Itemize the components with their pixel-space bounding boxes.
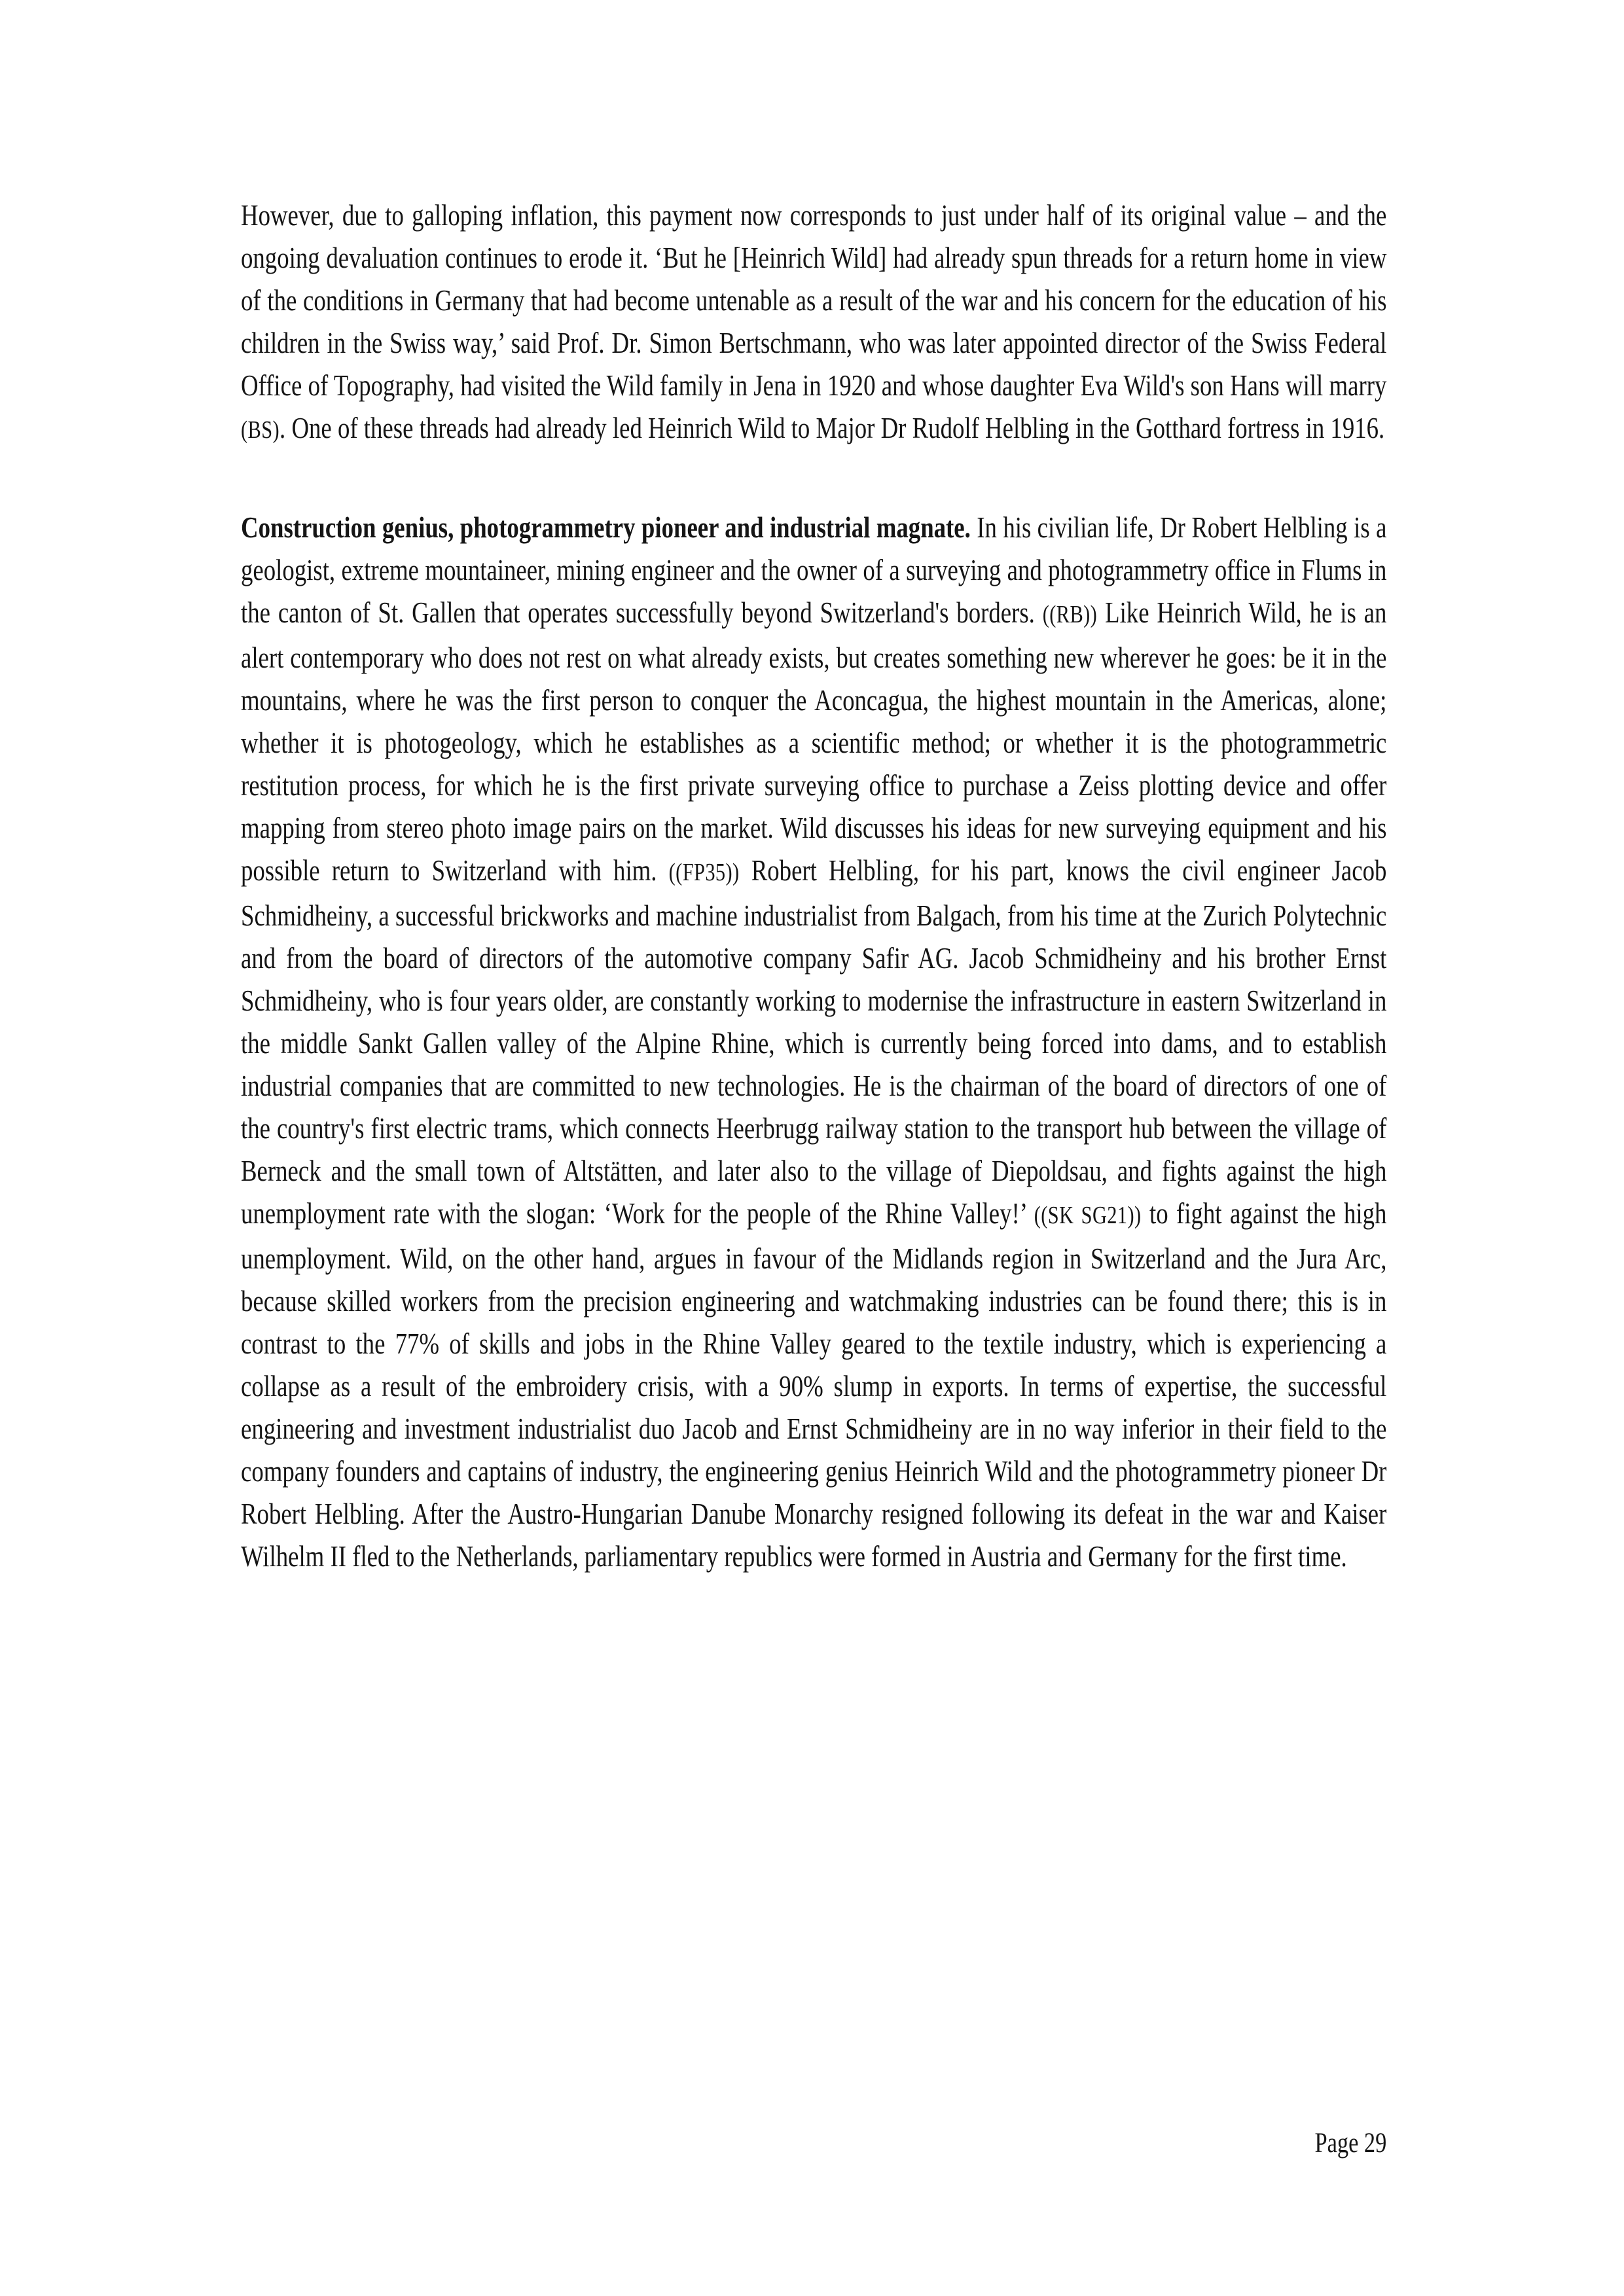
paragraph-construction-genius [241,506,1386,1577]
text-segment-normal: However, due to galloping inflation, this payment now corresponds to just under half of its original value – and the ongoing devaluation continues to erode it. ‘But he [Heinrich Wild] had already spun threads for a return home in view of the conditions in Germany that had become untenable as a result of the war and his concern for the education of his children in the Swiss way,’ said Prof. Dr. Simon Bertschmann, who was later appointed director of the Swiss Federal Office of Topography, had visited the Wild family in Jena in 1920 and whose daughter Eva Wild's son Hans will marry [241,198,1387,402]
text-segment-normal: Robert Helbling, for his part, knows the civil engineer Jacob Schmidheiny, a successful brickworks and machine industrialist from Balgach, from his time at the Zurich Polytechnic and from the board of directors of the automotive company Safir AG. Jacob Schmidheiny and his brother Ernst Schmidheiny, who is four years older, are constantly working to modernise the infrastructure in eastern Switzerland in the middle Sankt Gallen valley of the Alpine Rhine, which is currently being forced into dams, and to establish industrial companies that are committed to new technologies. He is the chairman of the board of directors of one of the country's first electric trams, which connects Heerbrugg railway station to the transport hub between the village of Berneck and the small town of Altstätten, and later also to the village of Diepoldsau, and fights against the high unemployment rate with the slogan: ‘Work for the people of the Rhine Valley!’ [241,853,1387,1230]
page-body-text [241,194,1386,1577]
text-segment-bold: Construction genius, photogrammetry pioneer and industrial magnate. [241,511,971,544]
text-segment-ref: ((RB)) [1042,601,1098,628]
text-segment-ref: ((SK SG21)) [1034,1202,1142,1229]
paragraph-inflation-payment [241,194,1386,452]
page-number: Page 29 [1314,2128,1386,2159]
text-segment-ref: ((FP35)) [668,859,740,886]
text-segment-normal: In his civilian life, Dr Robert Helbling is a geologist, extreme mountaineer, mining engineer and the owner of a surveying and photogrammetry office in Flums in the canton of St. Gallen that operates successfully beyond Switzerland's borders. [241,511,1387,629]
text-segment-normal: to fight against the high unemployment. Wild, on the other hand, argues in favour of the Midlands region in Switzerland and the Jura Arc, because skilled workers from the precision engineering and watchmaking industries can be found there; this is in contrast to the 77% of skills and jobs in the Rhine Valley geared to the textile industry, which is experiencing a collapse as a result of the embroidery crisis, with a 90% slump in exports. In terms of expertise, the successful engineering and investment industrialist duo Jacob and Ernst Schmidheiny are in no way inferior in their field to the company founders and captains of industry, the engineering genius Heinrich Wild and the photogrammetry pioneer Dr Robert Helbling. After the Austro-Hungarian Danube Monarchy resigned following its defeat in the war and Kaiser Wilhelm II fled to the Netherlands, parliamentary republics were formed in Austria and Germany for the first time. [241,1196,1387,1573]
text-segment-normal: Like Heinrich Wild, he is an alert contemporary who does not rest on what already exists, but creates something new wherever he goes: be it in the mountains, where he was the first person to conquer the Aconcagua, the highest mountain in the Americas, alone; whether it is photogeology, which he establishes as a scientific method; or whether it is the photogrammetric restitution process, for which he is the first private surveying office to purchase a Zeiss plotting device and offer mapping from stereo photo image pairs on the market. Wild discusses his ideas for new surveying equipment and his possible return to Switzerland with him. [241,596,1387,887]
text-segment-normal: . One of these threads had already led Heinrich Wild to Major Dr Rudolf Helbling in the Gotthard fortress in 1916. [280,411,1385,444]
text-segment-ref: (BS) [241,416,280,444]
